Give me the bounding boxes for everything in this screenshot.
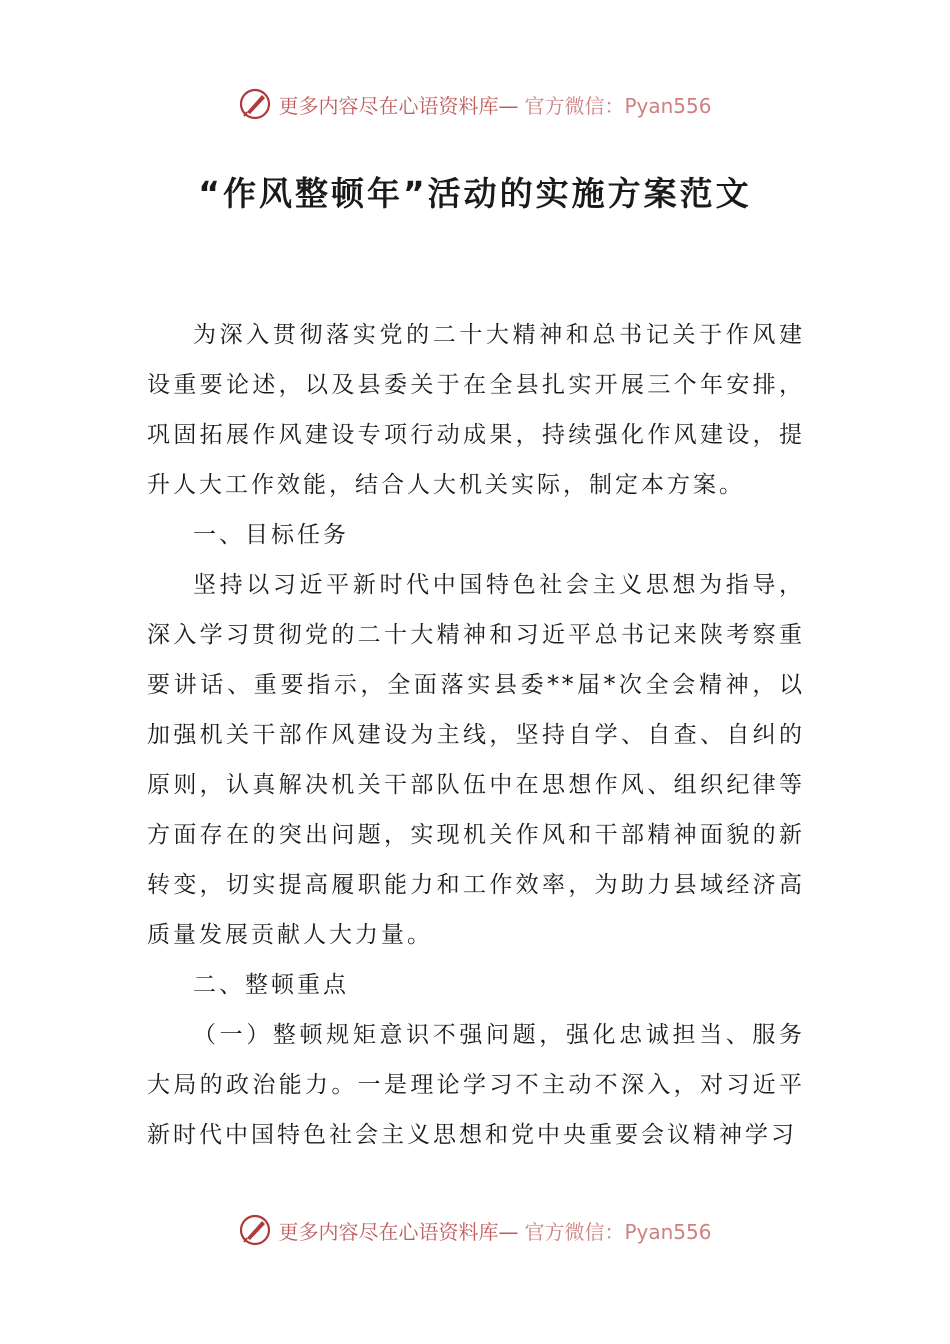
banner-wechat-text: 官方微信：Pyan556: [524, 1219, 712, 1244]
footer-watermark-banner: [0, 1210, 950, 1250]
banner-main-text: 更多内容尽在心语资料库—: [278, 1219, 519, 1244]
intro-paragraph: 为深入贯彻落实党的二十大精神和总书记关于作风建设重要论述，以及县委关于在全县扎实开展三个年安排，巩固拓展作风建设专项行动成果，持续强化作风建设，提升人大工作效能，结合人大机关实际，制定本方案。: [147, 322, 805, 498]
goals-paragraph: 坚持以习近平新时代中国特色社会主义思想为指导，深入学习贯彻党的二十大精神和习近平总书记来陕考察重要讲话、重要指示，全面落实县委**届*次全会精神，以加强机关干部作风建设为主线，坚持自学、自查、自纠的原则，认真解决机关干部队伍中在思想作风、组织纪律等方面存在的突出问题，实现机关作风和干部精神面貌的新转变，切实提高履职能力和工作效率，为助力县域经济高质量发展贡献人大力量。: [147, 572, 805, 948]
focus-paragraph-1: （一）整顿规矩意识不强问题，强化忠诚担当、服务大局的政治能力。一是理论学习不主动不深入，对习近平新时代中国特色社会主义思想和党中央重要会议精神学习: [147, 1022, 805, 1148]
section-heading-focus: 二、整顿重点: [193, 972, 349, 998]
quill-logo-icon: [238, 1213, 272, 1247]
section-heading-goals: 一、目标任务: [193, 522, 349, 548]
quill-logo-icon: [238, 87, 272, 121]
banner-wechat-text: 官方微信：Pyan556: [524, 93, 712, 118]
document-body: [147, 310, 805, 1160]
banner-main-text: 更多内容尽在心语资料库—: [278, 93, 519, 118]
header-watermark-banner: [0, 84, 950, 124]
document-title: “作风整顿年”活动的实施方案范文: [198, 174, 752, 213]
